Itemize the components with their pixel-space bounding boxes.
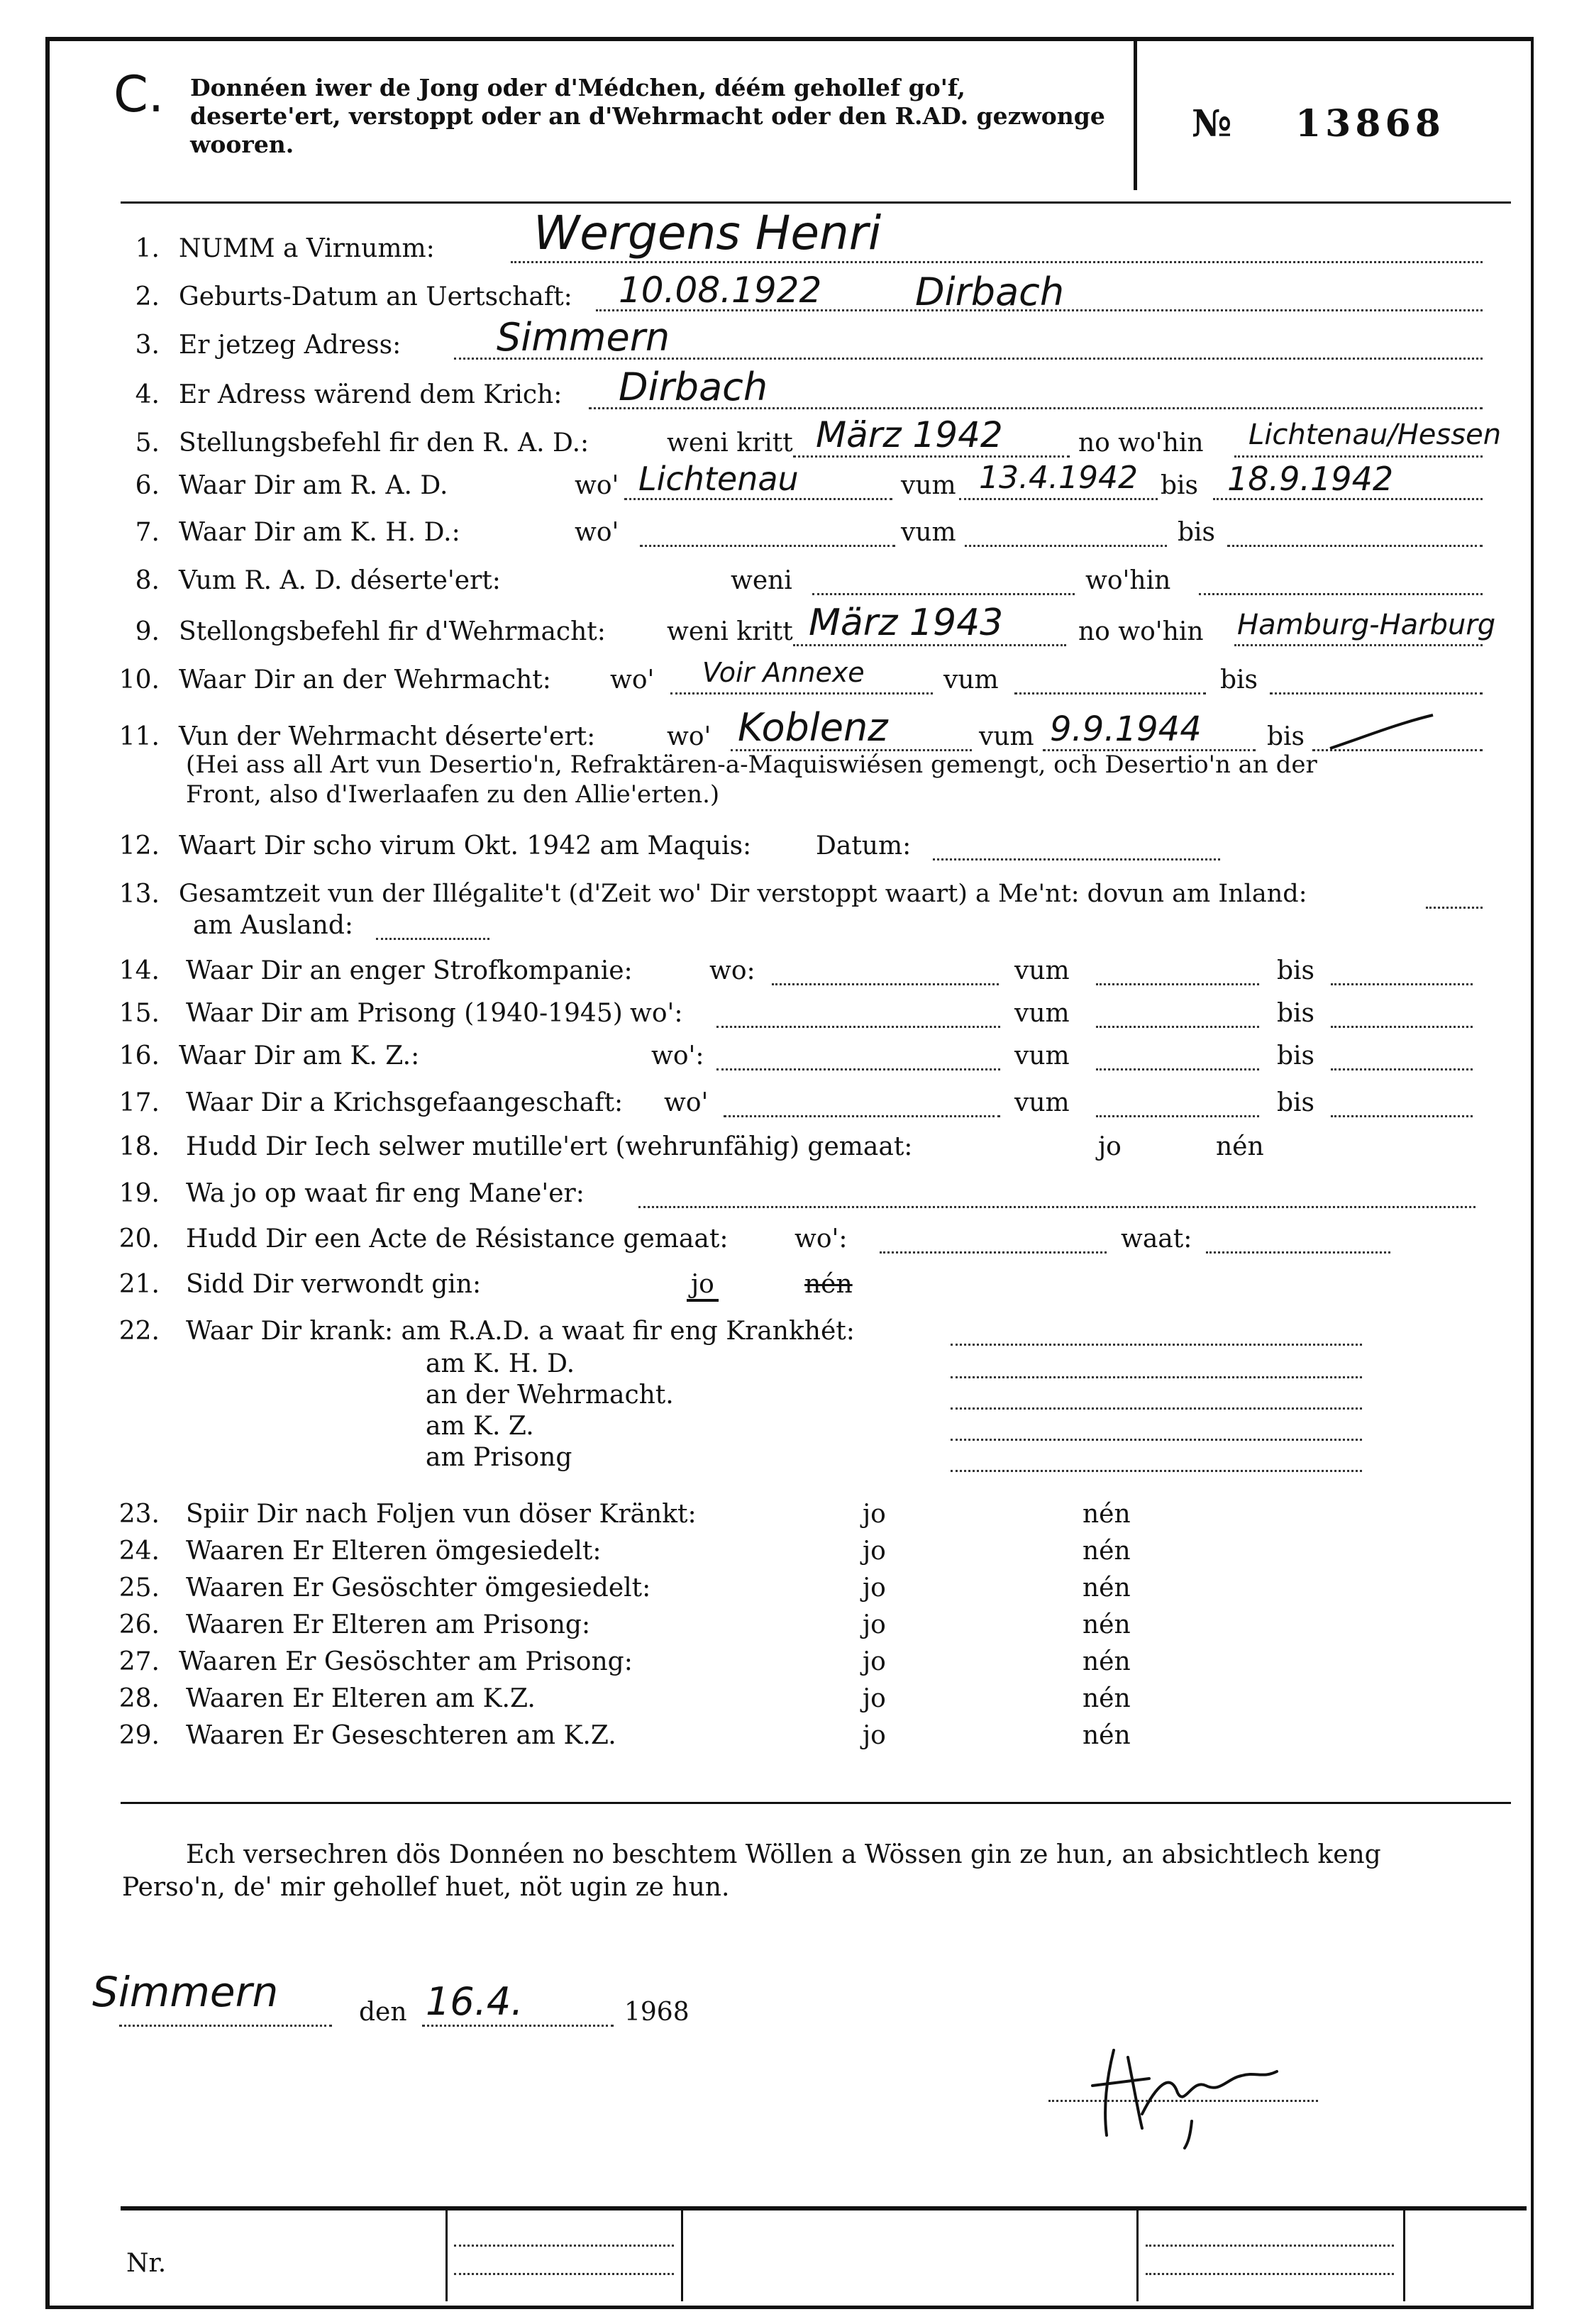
- footer-cell-line[interactable]: [454, 2273, 674, 2275]
- item-number: 3.: [135, 331, 160, 360]
- answer-line[interactable]: [716, 1068, 1000, 1070]
- item-label: Waaren Er Elteren am K.Z.: [186, 1684, 536, 1713]
- item-field-label: wo': [667, 722, 712, 751]
- item-field-label: vum: [901, 471, 956, 500]
- item-label: Vun der Wehrmacht déserte'ert:: [179, 722, 596, 751]
- answer-line[interactable]: [1426, 907, 1483, 909]
- answer-rad-order-where: Lichtenau/Hessen: [1248, 419, 1502, 451]
- item-number: 18.: [118, 1132, 160, 1161]
- item-number: 16.: [118, 1041, 160, 1070]
- answer-line[interactable]: [951, 1344, 1362, 1346]
- footer-cell-line[interactable]: [1146, 2245, 1394, 2247]
- item-field-label: wo': [664, 1088, 709, 1117]
- header-divider: [1134, 41, 1137, 190]
- item-field-label: bis: [1161, 471, 1199, 500]
- answer-line[interactable]: [1096, 1068, 1259, 1070]
- footer-divider: [1403, 2210, 1405, 2301]
- item-field-label: bis: [1277, 956, 1315, 985]
- choice-no[interactable]: nén: [1083, 1721, 1131, 1750]
- item-label: Hudd Dir een Acte de Résistance gemaat:: [186, 1224, 729, 1254]
- item-number: 2.: [135, 282, 160, 311]
- answer-name: Wergens Henri: [533, 206, 882, 260]
- date-label: den: [359, 1998, 407, 2027]
- answer-wm-order-when: März 1943: [809, 602, 1004, 644]
- item-label: Waaren Er Elteren ömgesiedelt:: [186, 1537, 602, 1566]
- answer-line[interactable]: [1331, 1026, 1473, 1028]
- item-field-label: wo':: [630, 999, 683, 1028]
- item-label: Waaren Er Geseschteren am K.Z.: [186, 1721, 616, 1750]
- answer-line[interactable]: [1199, 593, 1483, 595]
- answer-war-address: Dirbach: [619, 365, 768, 409]
- item-field-label: bis: [1277, 999, 1315, 1028]
- answer-line[interactable]: [1234, 455, 1483, 458]
- item-field-label: wo': [610, 665, 655, 695]
- answer-line[interactable]: [772, 983, 999, 985]
- choice-no[interactable]: nén: [1083, 1500, 1131, 1529]
- answer-line[interactable]: [1331, 1115, 1473, 1117]
- answer-line[interactable]: [1096, 983, 1259, 985]
- item-label: Waar Dir a Krichsgefaangeschaft:: [186, 1088, 624, 1117]
- answer-line[interactable]: [793, 455, 1070, 458]
- answer-line[interactable]: [1213, 498, 1483, 500]
- item-field-label: vum: [901, 518, 956, 547]
- answer-address: Simmern: [497, 315, 670, 360]
- answer-date-signed: 16.4.: [426, 1979, 524, 2024]
- answer-line[interactable]: [511, 261, 1483, 263]
- item-label: Spiir Dir nach Foljen vun döser Kränkt:: [186, 1500, 697, 1529]
- header-rule: [121, 201, 1511, 204]
- answer-birth-date: 10.08.1922: [619, 270, 822, 311]
- answer-line[interactable]: [376, 938, 489, 940]
- choice-yes[interactable]: jo: [863, 1573, 886, 1603]
- item-label: Er Adress wärend dem Krich:: [179, 380, 563, 409]
- item-field-label: Datum:: [816, 831, 912, 861]
- item-label: Stellongsbefehl fir d'Wehrmacht:: [179, 617, 606, 646]
- item-number: 20.: [118, 1224, 160, 1254]
- choice-yes[interactable]: jo: [863, 1684, 886, 1713]
- item-label: NUMM a Virnumm:: [179, 234, 435, 263]
- item-label: Waar Dir krank: am R.A.D. a waat fir eng Krankhét:: [186, 1317, 855, 1346]
- footer-divider: [681, 2210, 683, 2301]
- item-number: 14.: [118, 956, 160, 985]
- item-number: 22.: [118, 1317, 160, 1346]
- answer-line[interactable]: [1331, 983, 1473, 985]
- footer-divider: [1136, 2210, 1139, 2301]
- item-number: 10.: [118, 665, 160, 695]
- answer-desert-from: 9.9.1944: [1050, 709, 1202, 749]
- form-number: 13868: [1295, 102, 1445, 145]
- answer-place-signed: Simmern: [92, 1968, 279, 2016]
- item-field-label: wo'hin: [1085, 566, 1171, 595]
- item-number: 19.: [118, 1179, 160, 1208]
- answer-line[interactable]: [716, 1026, 1000, 1028]
- item-number: 12.: [118, 831, 160, 861]
- answer-line[interactable]: [933, 858, 1220, 861]
- footer-nr-label: Nr.: [126, 2249, 167, 2278]
- footer-rule: [121, 2206, 1527, 2210]
- answer-rad-from: 13.4.1942: [979, 460, 1138, 496]
- answer-line[interactable]: [959, 498, 1158, 500]
- item-field-label: no wo'hin: [1078, 617, 1204, 646]
- item-field-label: vum: [1014, 999, 1070, 1028]
- answer-line[interactable]: [1206, 1251, 1390, 1254]
- answer-line[interactable]: [1096, 1026, 1259, 1028]
- item-label: Waaren Er Gesöschter ömgesiedelt:: [186, 1573, 651, 1603]
- item-field-label: vum: [1014, 956, 1070, 985]
- answer-wm-order-where: Hamburg-Harburg: [1237, 609, 1496, 641]
- choice-no[interactable]: nén: [1083, 1537, 1131, 1566]
- item-field-label: wo:: [709, 956, 755, 985]
- item-number: 24.: [118, 1537, 160, 1566]
- item-label: Er jetzeg Adress:: [179, 331, 402, 360]
- choice-yes-selected[interactable]: jo: [687, 1270, 719, 1302]
- item-number: 11.: [118, 722, 160, 751]
- choice-yes[interactable]: jo: [863, 1610, 886, 1639]
- answer-line[interactable]: [1014, 692, 1206, 695]
- item-label: Waar Dir am Prisong (1940-1945): [186, 999, 623, 1028]
- answer-desert-where: Koblenz: [738, 705, 888, 750]
- choice-no[interactable]: nén: [1083, 1647, 1131, 1676]
- item-label: Waar Dir an enger Strofkompanie:: [186, 956, 633, 985]
- choice-no-struck[interactable]: nén: [804, 1270, 853, 1299]
- item-number: 8.: [135, 566, 160, 595]
- answer-line[interactable]: [1227, 545, 1483, 547]
- item-field-label: bis: [1277, 1088, 1315, 1117]
- item-sublabel: am Prisong: [426, 1443, 572, 1472]
- choice-yes[interactable]: jo: [863, 1500, 886, 1529]
- answer-line[interactable]: [965, 545, 1167, 547]
- answer-line[interactable]: [422, 2025, 614, 2027]
- item-label: Sidd Dir verwondt gin:: [186, 1270, 482, 1299]
- item-field-label: wo':: [794, 1224, 848, 1254]
- declaration-text: Perso'n, de' mir gehollef huet, nöt ugin ze hun.: [122, 1873, 730, 1902]
- item-field-label: wo': [575, 518, 619, 547]
- section-rule: [121, 1802, 1511, 1804]
- item-number: 17.: [118, 1088, 160, 1117]
- footer-cell-line[interactable]: [1146, 2273, 1394, 2275]
- item-number: 28.: [118, 1684, 160, 1713]
- form-intro: Donnéen iwer de Jong oder d'Médchen, déém gehollef go'f, deserte'ert, verstoppt oder an d'Wehrmacht oder den R.AD. gezwonge wooren.: [190, 74, 1105, 158]
- choice-no[interactable]: nén: [1083, 1573, 1131, 1603]
- item-note: Front, also d'Iwerlaafen zu den Allie'erten.): [186, 780, 720, 809]
- item-field-label: bis: [1220, 665, 1258, 695]
- item-field-label: vum: [1014, 1041, 1070, 1070]
- answer-line[interactable]: [880, 1251, 1107, 1254]
- item-label: Waar Dir am K. H. D.:: [179, 518, 460, 547]
- choice-no[interactable]: nén: [1083, 1610, 1131, 1639]
- answer-line[interactable]: [724, 1115, 1000, 1117]
- item-number: 13.: [118, 880, 160, 909]
- item-number: 15.: [118, 999, 160, 1028]
- choice-yes[interactable]: jo: [863, 1721, 886, 1750]
- item-label: Waart Dir scho virum Okt. 1942 am Maquis:: [179, 831, 752, 861]
- item-field-label: wo': [575, 471, 619, 500]
- answer-line[interactable]: [951, 1407, 1362, 1410]
- item-field-label: vum: [1014, 1088, 1070, 1117]
- answer-line[interactable]: [119, 2025, 332, 2027]
- answer-rad-where: Lichtenau: [638, 460, 799, 498]
- item-number: 26.: [118, 1610, 160, 1639]
- item-label: Waaren Er Gesöschter am Prisong:: [179, 1647, 633, 1676]
- item-field-label: vum: [979, 722, 1034, 751]
- answer-line[interactable]: [951, 1376, 1362, 1378]
- answer-line[interactable]: [951, 1470, 1362, 1472]
- answer-rad-order-when: März 1942: [816, 414, 1003, 455]
- item-number: 25.: [118, 1573, 160, 1603]
- item-number: 21.: [118, 1270, 160, 1299]
- item-field-label: bis: [1277, 1041, 1315, 1070]
- item-sublabel: am K. H. D.: [426, 1349, 575, 1378]
- footer-divider: [445, 2210, 448, 2301]
- choice-yes[interactable]: jo: [1098, 1132, 1122, 1161]
- item-note: (Hei ass all Art vun Desertio'n, Refraktären-a-Maquiswiésen gemengt, och Desertio'n an der: [186, 751, 1317, 779]
- item-label: Stellungsbefehl fir den R. A. D.:: [179, 428, 589, 458]
- answer-birth-place: Dirbach: [915, 270, 1065, 314]
- answer-wm-where: Voir Annexe: [702, 657, 865, 688]
- answer-line[interactable]: [793, 644, 1066, 646]
- answer-line[interactable]: [1331, 1068, 1473, 1070]
- item-label: Waar Dir an der Wehrmacht:: [179, 665, 551, 695]
- footer-cell-line[interactable]: [454, 2245, 674, 2247]
- choice-yes[interactable]: jo: [863, 1537, 886, 1566]
- answer-line[interactable]: [670, 692, 933, 695]
- item-number: 23.: [118, 1500, 160, 1529]
- choice-no[interactable]: nén: [1083, 1684, 1131, 1713]
- item-number: 4.: [135, 380, 160, 409]
- strike-mark: [1327, 709, 1440, 752]
- item-number: 27.: [118, 1647, 160, 1676]
- item-field-label: vum: [943, 665, 999, 695]
- item-sublabel: am K. Z.: [426, 1412, 534, 1441]
- year-label: 1968: [624, 1998, 690, 2027]
- item-number: 6.: [135, 471, 160, 500]
- signature-mark: [1085, 2029, 1298, 2149]
- item-field-label: waat:: [1121, 1224, 1192, 1254]
- item-field-label: weni kritt: [667, 428, 793, 458]
- answer-line[interactable]: [624, 498, 892, 500]
- item-field-label: no wo'hin: [1078, 428, 1204, 458]
- item-field-label: wo':: [651, 1041, 704, 1070]
- item-label: Waar Dir am K. Z.:: [179, 1041, 420, 1070]
- item-sublabel: an der Wehrmacht.: [426, 1380, 674, 1410]
- answer-line[interactable]: [951, 1439, 1362, 1441]
- item-label: Waaren Er Elteren am Prisong:: [186, 1610, 591, 1639]
- item-field-label: weni kritt: [667, 617, 793, 646]
- item-label: Wa jo op waat fir eng Mane'er:: [186, 1179, 585, 1208]
- signature-text: [1078, 2114, 1083, 2115]
- item-label: am Ausland:: [193, 911, 354, 940]
- answer-line[interactable]: [812, 593, 1075, 595]
- answer-line[interactable]: [640, 545, 895, 547]
- item-number: 29.: [118, 1721, 160, 1750]
- declaration-text: Ech versechren dös Donnéen no beschtem Wöllen a Wössen gin ze hun, an absichtlech keng: [186, 1840, 1381, 1869]
- item-label: Vum R. A. D. déserte'ert:: [179, 566, 501, 595]
- answer-line[interactable]: [638, 1206, 1476, 1208]
- item-field-label: bis: [1267, 722, 1305, 751]
- choice-no[interactable]: nén: [1216, 1132, 1264, 1161]
- answer-rad-to: 18.9.1942: [1227, 460, 1394, 498]
- choice-yes[interactable]: jo: [863, 1647, 886, 1676]
- answer-line[interactable]: [1270, 692, 1483, 695]
- item-label: Waar Dir am R. A. D.: [179, 471, 448, 500]
- item-label: Geburts-Datum an Uertschaft:: [179, 282, 572, 311]
- section-letter: C.: [114, 65, 165, 123]
- item-field-label: weni: [731, 566, 792, 595]
- item-label: Hudd Dir Iech selwer mutille'ert (wehrunfähig) gemaat:: [186, 1132, 913, 1161]
- item-number: 7.: [135, 518, 160, 547]
- item-number: 1.: [135, 234, 160, 263]
- number-symbol: №: [1192, 102, 1236, 145]
- answer-line[interactable]: [1234, 644, 1483, 646]
- answer-line[interactable]: [1096, 1115, 1259, 1117]
- item-field-label: bis: [1178, 518, 1216, 547]
- item-number: 9.: [135, 617, 160, 646]
- item-number: 5.: [135, 428, 160, 458]
- item-label: Gesamtzeit vun der Illégalite't (d'Zeit wo' Dir verstoppt waart) a Me'nt: dovun am Inland:: [179, 880, 1307, 908]
